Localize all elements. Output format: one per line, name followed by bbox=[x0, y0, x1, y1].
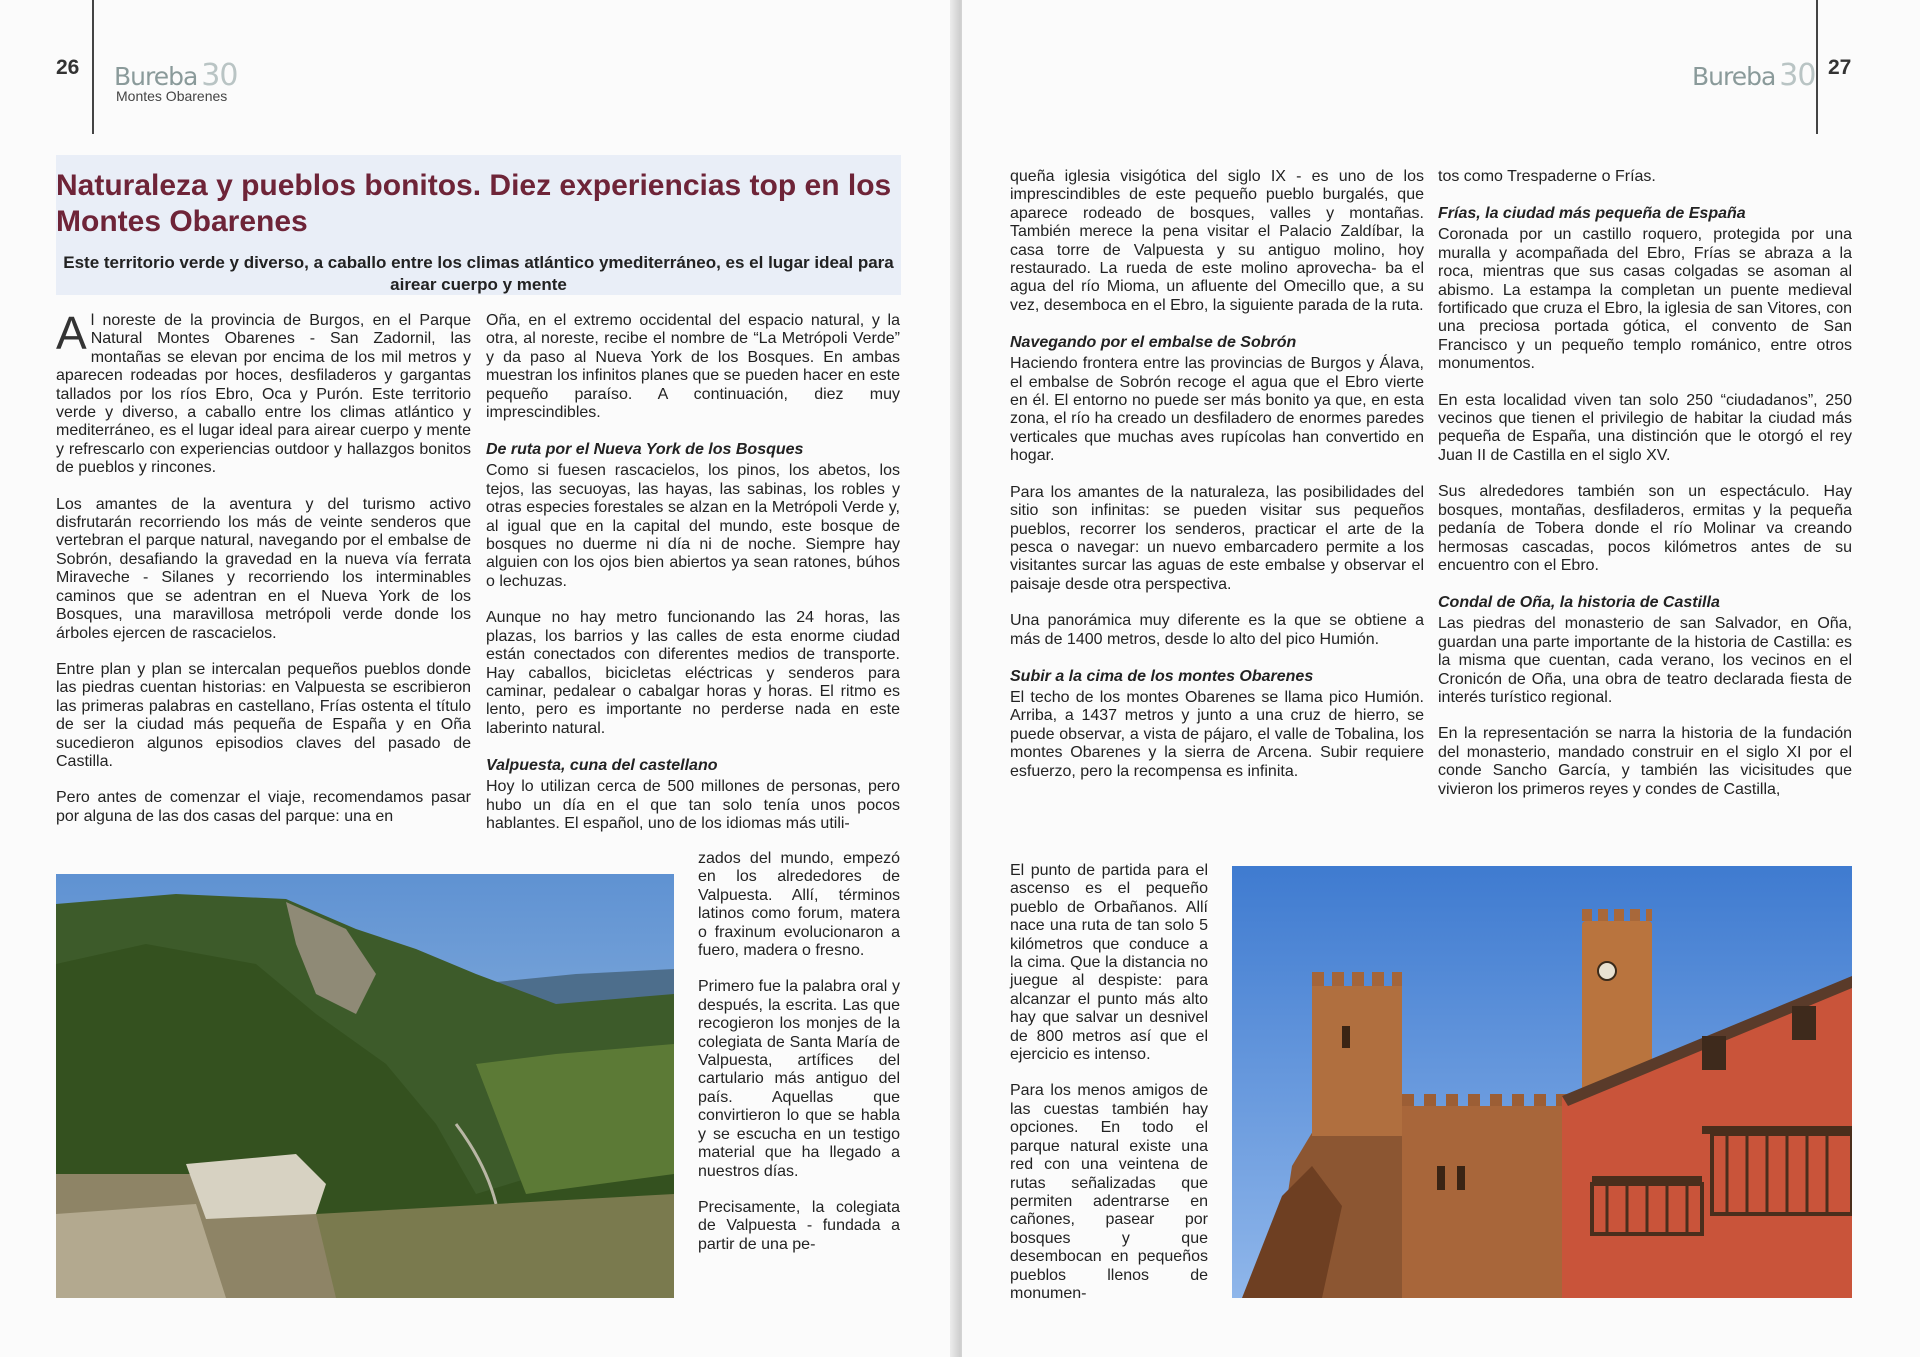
paragraph: Para los amantes de la naturaleza, las posibilidades del sitio son infinitas: se pueden visitar sus pequeños pueblos, recorrer los senderos, practicar el arte de la pesca o navegar: un nuevo embarcadero permite a los visitantes surcar las aguas de este embalse y observar el paisaje desde otra perspectiva. bbox=[1010, 483, 1424, 593]
page-number-left: 26 bbox=[56, 56, 80, 79]
paragraph: Aunque no hay metro funcionando las 24 horas, las plazas, los barrios y las calles de esta enorme ciudad están conectados con diferentes medios de transporte. Hay caballos, bicicletas eléctricas y senderos para caminar, pedalear o cabalgar horas y horas. El ritmo es lento, pero es importante no perderse nada en este laberinto natural. bbox=[486, 609, 900, 737]
paragraph: Oña, en el extremo occidental del espacio natural, y la otra, al noreste, recibe el nombre de “La Metrópoli Verde” y da paso al Nueva York de los Bosques. En ambas muestran los infinitos planes que se pueden hacer en este pequeño paraíso. A continuación, diez muy imprescindibles. bbox=[486, 312, 900, 422]
photo-canyon-landscape bbox=[56, 874, 674, 1298]
article-title: Naturaleza y pueblos bonitos. Diez experiencias top en los Montes Obarenes bbox=[56, 169, 892, 238]
section-heading: Navegando por el embalse de Sobrón bbox=[1010, 334, 1297, 352]
paragraph: Una panorámica muy diferente es la que se obtiene a más de 1400 metros, desde lo alto del pico Humión. bbox=[1010, 612, 1424, 648]
photo-frias-castle bbox=[1232, 866, 1852, 1298]
paragraph: zados del mundo, empezó en los alrededores de Valpuesta. Allí, términos latinos como forum, matera o fraxinum evolucionaron a fuero, madera o fresno. bbox=[698, 850, 900, 960]
paragraph: queña iglesia visigótica del siglo IX - es uno de los imprescindibles de este pequeño pueblo burgalés, que aparece rodeado de bosques, valles y montañas. También merece la pena visitar el Palacio Zaldíbar, la casa torre de Valpuesta y su antiguo molino, hoy restaurado. La rueda de este molino aprovecha- ba el agua del río Mioma, un afluente del Omecillo que, a su vez, desemboca en el Ebro, la siguiente parada de la ruta. bbox=[1010, 168, 1424, 314]
column-3b bbox=[1010, 862, 1208, 1321]
column-2 bbox=[486, 312, 900, 851]
paragraph: Haciendo frontera entre las provincias de Burgos y Álava, el embalse de Sobrón recoge el agua que el Ebro vierte en él. El entorno no puede ser más bonito ya que, en esta zona, el río ha creado un desfiladero de enormes paredes verticales que muchas aves rupícolas han convertido en hogar. bbox=[1010, 355, 1424, 465]
paragraph: Las piedras del monasterio de san Salvador, en Oña, guardan una parte importante de la historia de Castilla: es la misma que cuentan, cada verano, los vecinos en el Cronicón de Oña, una obra de teatro declarada fiesta de interés turístico regional. bbox=[1438, 615, 1852, 706]
header-divider bbox=[1816, 0, 1818, 134]
paragraph: Hoy lo utilizan cerca de 500 millones de personas, pero hubo un día en el que tan solo tenía unos pocos hablantes. El español, uno de los idiomas más utili- bbox=[486, 778, 900, 832]
section-heading: Condal de Oña, la historia de Castilla bbox=[1438, 594, 1720, 612]
paragraph: Precisamente, la colegiata de Valpuesta - fundada a partir de una pe- bbox=[698, 1198, 900, 1253]
paragraph: Entre plan y plan se intercalan pequeños pueblos donde las piedras cuentan historias: en Valpuesta se escribieron las primeras palabras en castellano, Frías ostenta el título de ser la ciudad más pequeña de España y en Oña sucedieron algunos episodios claves del pasado de Castilla. bbox=[56, 660, 471, 770]
paragraph: tos como Trespaderne o Frías. bbox=[1438, 168, 1656, 185]
paragraph: Pero antes de comenzar el viaje, recomendamos pasar por alguna de las dos casas del parque: una en bbox=[56, 789, 471, 825]
section-heading: Subir a la cima de los montes Obarenes bbox=[1010, 667, 1314, 685]
right-page bbox=[962, 0, 1920, 1357]
drop-cap: A bbox=[56, 307, 87, 359]
section-label: Montes Obarenes bbox=[116, 88, 228, 104]
magazine-logo: Bureba 30 bbox=[1692, 58, 1816, 93]
paragraph: El punto de partida para el ascenso es el pequeño pueblo de Orbañanos. Allí nace una ruta de tan solo 5 kilómetros que conduce a la cima. Que la distancia no juegue al despiste: para alcanzar el punto más alto hay que salvar un desnivel de 800 metros así que el ejercicio es intenso. bbox=[1010, 862, 1208, 1064]
section-heading: De ruta por el Nueva York de los Bosques bbox=[486, 441, 804, 459]
magazine-logo: Bureba 30 bbox=[114, 58, 238, 93]
column-4 bbox=[1438, 168, 1852, 817]
section-heading: Valpuesta, cuna del castellano bbox=[486, 757, 718, 775]
article-subtitle: Este territorio verde y diverso, a caballo entre los climas atlántico ymediterráneo, es el lugar ideal para airear cuerpo y mente bbox=[63, 253, 894, 294]
paragraph: Coronada por un castillo roquero, protegida por una muralla y acompañada del Ebro, Frías se abraza a la roca, mientras que sus casas colgadas se asoman al abismo. La estampa la completan un puente medieval fortificado que cruza el Ebro, la iglesia de san Vitores, con una preciosa portada gótica, el convento de San Francisco y un pequeño templo románico, entre otros monumentos. bbox=[1438, 226, 1852, 373]
paragraph: Para los menos amigos de las cuestas también hay opciones. En todo el parque natural existe una red con una veintena de rutas señalizadas que permiten adentrarse en cañones, pasear por bosques y que desembocan en pequeños pueblos llenos de monumen- bbox=[1010, 1082, 1208, 1302]
paragraph: El techo de los montes Obarenes se llama pico Humión. Arriba, a 1437 metros y junto a una cruz de hierro, se puede observar, a vista de pájaro, el valle de Tobalina, los montes Obarenes y la sierra de Arcena. Subir requiere esfuerzo, pero la recompensa es infinita. bbox=[1010, 688, 1424, 780]
column-2b bbox=[698, 850, 900, 1272]
paragraph: En esta localidad viven tan solo 250 “ciudadanos”, 250 vecinos que tienen el privilegio de habitar la ciudad más pequeña de España, una distinción que le otorgó el rey Juan II de Castilla en el siglo XV. bbox=[1438, 391, 1852, 464]
paragraph: En la representación se narra la historia de la fundación del monasterio, mandado construir en el siglo XI por el conde Sancho García, y también las vicisitudes que vivieron los primeros reyes y condes de Castilla, bbox=[1438, 725, 1852, 798]
paragraph: Al noreste de la provincia de Burgos, en el Parque Natural Montes Obarenes - San Zadornil, las montañas se elevan por encima de los mil metros y aparecen rodeadas por hoces, desfiladeros y gargantas tallados por los ríos Ebro, Oca y Purón. Este territorio verde y diverso, a caballo entre los climas atlántico y mediterráneo, es el lugar ideal para airear cuerpo y mente y refrescarlo con experiencias outdoor y hallazgos bonitos de pueblos y rincones. bbox=[56, 307, 471, 477]
paragraph: Los amantes de la aventura y del turismo activo disfrutarán recorriendo los más de veinte senderos que vertebran el parque natural, navegando por el embalse de Sobrón, desafiando la gravedad en la nueva vía ferrata Miraveche - Silanes y recorriendo los interminables caminos que se adentran en el Nueva York de los Bosques, una maravillosa metrópoli verde donde los árboles ejercen de rascacielos. bbox=[56, 495, 471, 642]
paragraph: Como si fuesen rascacielos, los pinos, los abetos, los tejos, las secuoyas, las hayas, las sabinas, los robles y otras especies forestales se alzan en la Metrópoli Verde y, al igual que en la capital del mundo, este bosque de bosques no duerme ni día ni de noche. Siempre hay alguien con los ojos bien abiertos ya sean ratones, búhos o lechuzas. bbox=[486, 462, 900, 590]
column-1 bbox=[56, 307, 471, 844]
paragraph: Sus alrededores también son un espectáculo. Hay bosques, montañas, desfiladeros, ermitas y la pequeña pedanía de Tobera donde el río Molinar va creando hermosas cascadas, pocos kilómetros antes de su encuentro con el Ebro. bbox=[1438, 483, 1852, 574]
column-3 bbox=[1010, 168, 1424, 799]
left-page bbox=[0, 0, 958, 1357]
paragraph: Primero fue la palabra oral y después, la escrita. Las que recogieron los monjes de la colegiata de Santa María de Valpuesta, artífices del cartulario más antiguo del país. Aquellas que convirtieron lo que se habla y se escucha en un testigo material que ha llegado a nuestros días. bbox=[698, 978, 900, 1180]
section-heading: Frías, la ciudad más pequeña de España bbox=[1438, 205, 1746, 223]
page-number-right: 27 bbox=[1828, 56, 1852, 79]
header-divider bbox=[92, 0, 94, 134]
